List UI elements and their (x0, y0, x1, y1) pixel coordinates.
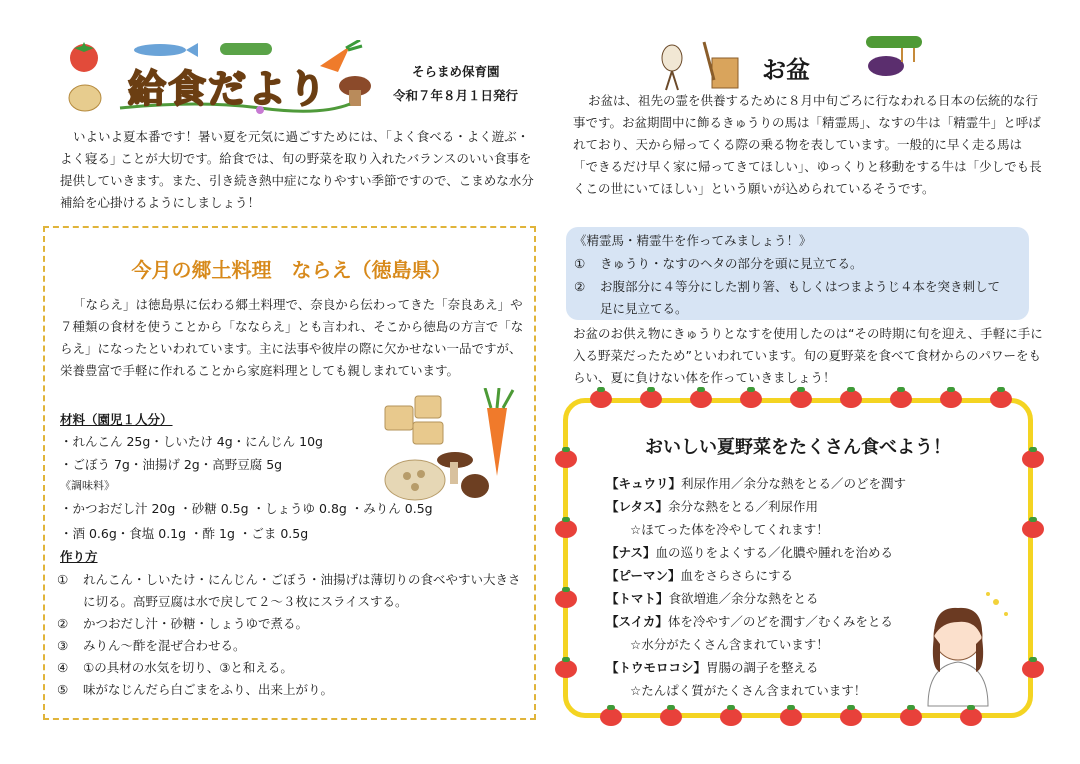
step-number: ② (57, 616, 69, 631)
vegetable-effect: 血をさらさらにする (680, 568, 794, 583)
tomato-decoration (990, 390, 1012, 408)
vegetable-effect: 食欲増進／余分な熱をとる (668, 591, 819, 606)
step-number: ③ (57, 638, 69, 653)
vegetable-effect: 血の巡りをよくする／化膿や腫れを治める (655, 545, 894, 560)
vegetable-note: ☆ほてった体を冷やしてくれます！ (630, 522, 829, 537)
step-number: ① (57, 572, 69, 587)
tomato-decoration (590, 390, 612, 408)
vegetable-effect: 余分な熱をとる／利尿作用 (668, 499, 819, 514)
tomato-decoration (890, 390, 912, 408)
tomato-decoration (600, 708, 622, 726)
step-text: れんこん・しいたけ・にんじん・ごぼう・油揚げは薄切りの食べやすい大きさに切る。高野豆腐は水で戻して２〜３枚にスライスする。 (83, 572, 521, 609)
vegetable-name: 【ナス】 (606, 545, 656, 560)
vegetable-item (606, 564, 936, 587)
obon-text-2: お盆のお供え物にきゅうりとなすを使用したのは“その時期に旬を迎え、手軽に手に入る野菜だったため”といわれています。旬の夏野菜を食べて食材からのパワーをもらい、夏に負けない体を作っていきましょう！ (573, 326, 1043, 385)
tomato-decoration (780, 708, 802, 726)
recipe-step (57, 657, 527, 679)
tomato-decoration (900, 708, 922, 726)
instruction-step (574, 253, 1014, 275)
spirit-horse-instructions (566, 227, 1029, 320)
ingredients-line: ・れんこん 25g・しいたけ 4g・にんじん 10g (60, 434, 323, 449)
tomato-decoration (960, 708, 982, 726)
step-number: ⑤ (57, 682, 69, 697)
recipe-step (57, 679, 527, 701)
vegetable-item (606, 656, 936, 679)
step-text: みりん〜酢を混ぜ合わせる。 (83, 638, 246, 653)
instructions-title: 《精霊馬・精霊牛を作ってみましょう！》 (574, 233, 812, 248)
vegetable-name: 【トマト】 (606, 591, 669, 606)
step-text: ①の具材の水気を切り、③と和える。 (83, 660, 293, 675)
vegetable-effect: 胃腸の調子を整える (706, 660, 819, 675)
tomato-decoration (555, 450, 577, 468)
vegetable-name: 【ピーマン】 (606, 568, 681, 583)
vegetable-effect: 体を冷やす／のどを潤す／むくみをとる (667, 614, 893, 629)
seasoning-line: ・酒 0.6g・食塩 0.1g ・酢 1g ・ごま 0.5g (60, 526, 309, 541)
tomato-decoration (720, 708, 742, 726)
ingredients-line: ・ごぼう 7g・油揚げ 2g・高野豆腐 5g (60, 457, 283, 472)
issue-date: 令和７年８月１日発行 (393, 88, 519, 103)
recipe-step (57, 613, 527, 635)
recipe-steps (57, 569, 527, 701)
tomato-decoration (555, 520, 577, 538)
recipe-step (57, 635, 527, 657)
local-dish-section (43, 226, 536, 720)
ingredients-heading: 材料（園児１人分） (60, 412, 173, 427)
school-name: そらまめ保育園 (412, 64, 500, 79)
summer-vegetables-title: おいしい夏野菜をたくさん食べよう！ (645, 437, 951, 458)
newsletter-title: 給食だより (128, 67, 329, 111)
tomato-decoration (1022, 660, 1044, 678)
vegetable-effect: 利尿作用／余分な熱をとる／のどを潤す (681, 476, 907, 491)
obon-title: お盆 (762, 56, 810, 84)
step-number: ② (574, 279, 586, 294)
vegetable-benefit-list (606, 472, 936, 702)
tomato-decoration (840, 708, 862, 726)
tomato-decoration (660, 708, 682, 726)
local-dish-description: 「ならえ」は徳島県に伝わる郷土料理で、奈良から伝わってきた「奈良あえ」や７種類の食材を使うことから「なならえ」とも言われ、そこから徳島の方言で「ならえ」になったといわれています。主に法事や彼岸の際に欠かせない一品ですが、栄養豊富で手軽に作れることから家庭料理としても親しまれています。 (60, 297, 524, 378)
obon-lantern-illustration (658, 36, 748, 92)
step-text: きゅうり・なすのヘタの部分を頭に見立てる。 (600, 256, 863, 271)
step-number: ④ (57, 660, 69, 675)
instruction-step (574, 276, 1004, 320)
vegetable-item (606, 495, 936, 518)
tomato-decoration (640, 390, 662, 408)
seasoning-line: ・かつおだし汁 20g ・砂糖 0.5g ・しょうゆ 0.8g ・みりん 0.5g (60, 501, 433, 516)
obon-text: お盆は、祖先の霊を供養するために８月中旬ごろに行なわれる日本の伝統的な行事です。お盆期間中に飾るきゅうりの馬は「精霊馬」、なすの牛は「精霊牛」と呼ばれており、天から帰ってくる際の乗る物を表しています。一般的に早く走る馬は「できるだけ早く家に帰ってきてほしい」、ゆっくりと移動をする牛は「少しでも長くこの世にいてほしい」という願いが込められているそうです。 (573, 93, 1042, 196)
vegetable-item (606, 587, 936, 610)
cucumber-eggplant-illustration (862, 32, 927, 82)
tomato-decoration (555, 660, 577, 678)
step-number: ① (574, 256, 586, 271)
tomato-decoration (790, 390, 812, 408)
vegetable-name: 【キュウリ】 (606, 476, 682, 491)
recipe-step (57, 569, 527, 613)
step-text: 味がなじんだら白ごまをふり、出来上がり。 (83, 682, 334, 697)
step-text: かつおだし汁・砂糖・しょうゆで煮る。 (83, 616, 309, 631)
tomato-decoration (555, 590, 577, 608)
vegetable-item (606, 472, 936, 495)
tomato-decoration (740, 390, 762, 408)
tomato-decoration (690, 390, 712, 408)
vegetable-note: ☆たんぱく質がたくさん含まれています！ (630, 683, 867, 698)
nutritionist-illustration (908, 588, 1018, 708)
tomato-decoration (1022, 520, 1044, 538)
tomato-decoration (940, 390, 962, 408)
ingredients-illustration (375, 388, 525, 503)
vegetable-name: 【トウモロコシ】 (606, 660, 707, 675)
intro-text: いよいよ夏本番です！暑い夏を元気に過ごすためには、｢よく食べる・よく遊ぶ・よく寝る｣ ことが大切です。給食では、旬の野菜を取り入れたバランスのいい食事を提供していきます。また、引き続き熱中症になりやすい季節ですので、こまめな水分補給を心掛けるようにしましょう！ (60, 129, 534, 210)
steps-heading: 作り方 (60, 549, 98, 564)
vegetable-name: 【レタス】 (606, 499, 669, 514)
seasoning-heading: 《調味料》 (60, 479, 115, 492)
summer-vegetables-section (563, 398, 1033, 718)
local-dish-title: 今月の郷土料理 ならえ（徳島県） (131, 258, 452, 282)
tomato-decoration (840, 390, 862, 408)
tomato-decoration (1022, 450, 1044, 468)
vegetable-item (606, 610, 936, 633)
vegetable-name: 【スイカ】 (606, 614, 668, 629)
vegetable-note: ☆水分がたくさん含まれています！ (630, 637, 829, 652)
step-text: お腹部分に４等分にした割り箸、もしくはつまようじ４本を突き刺して足に見立てる。 (600, 279, 1001, 316)
vegetable-item (606, 541, 936, 564)
